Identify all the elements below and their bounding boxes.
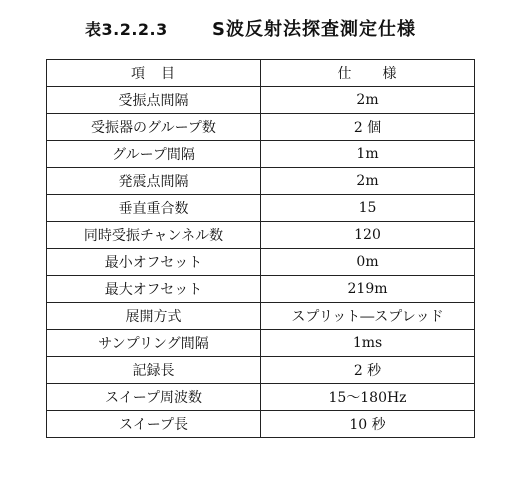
row-item: スイープ長 xyxy=(47,411,261,438)
table-row xyxy=(47,168,475,195)
row-item: 垂直重合数 xyxy=(47,195,261,222)
row-item: 記録長 xyxy=(47,357,261,384)
row-item: 展開方式 xyxy=(47,303,261,330)
table-row xyxy=(47,249,475,276)
row-value: 219m xyxy=(261,276,475,303)
table-header-row xyxy=(47,60,475,87)
row-value: 10 秒 xyxy=(261,411,475,438)
row-value: 2m xyxy=(261,87,475,114)
table-row xyxy=(47,411,475,438)
table-row xyxy=(47,357,475,384)
specification-table xyxy=(46,59,475,438)
row-item: 受振点間隔 xyxy=(47,87,261,114)
table-row xyxy=(47,87,475,114)
row-item: スイープ周波数 xyxy=(47,384,261,411)
table-row xyxy=(47,303,475,330)
row-value: 2 秒 xyxy=(261,357,475,384)
table-row xyxy=(47,330,475,357)
row-item: 最小オフセット xyxy=(47,249,261,276)
table-row xyxy=(47,222,475,249)
table-row xyxy=(47,195,475,222)
row-item: サンプリング間隔 xyxy=(47,330,261,357)
row-value: 0m xyxy=(261,249,475,276)
header-specification: 仕 様 xyxy=(261,60,475,87)
table-row xyxy=(47,384,475,411)
row-value: 120 xyxy=(261,222,475,249)
row-item: グループ間隔 xyxy=(47,141,261,168)
row-item: 発震点間隔 xyxy=(47,168,261,195)
row-value: 1ms xyxy=(261,330,475,357)
table-caption xyxy=(0,18,515,42)
table-row xyxy=(47,276,475,303)
row-value: 15 xyxy=(261,195,475,222)
row-value: 2 個 xyxy=(261,114,475,141)
row-item: 受振器のグループ数 xyxy=(47,114,261,141)
row-item: 最大オフセット xyxy=(47,276,261,303)
row-value: 2m xyxy=(261,168,475,195)
row-value: 15～180Hz xyxy=(261,384,475,411)
row-value: スプリット―スプレッド xyxy=(261,303,475,330)
row-item: 同時受振チャンネル数 xyxy=(47,222,261,249)
table-row xyxy=(47,114,475,141)
header-item: 項 目 xyxy=(47,60,261,87)
caption-title: S波反射法探査測定仕様 xyxy=(212,19,416,40)
row-value: 1m xyxy=(261,141,475,168)
caption-number: 表3.2.2.3 xyxy=(85,20,168,39)
table-row xyxy=(47,141,475,168)
